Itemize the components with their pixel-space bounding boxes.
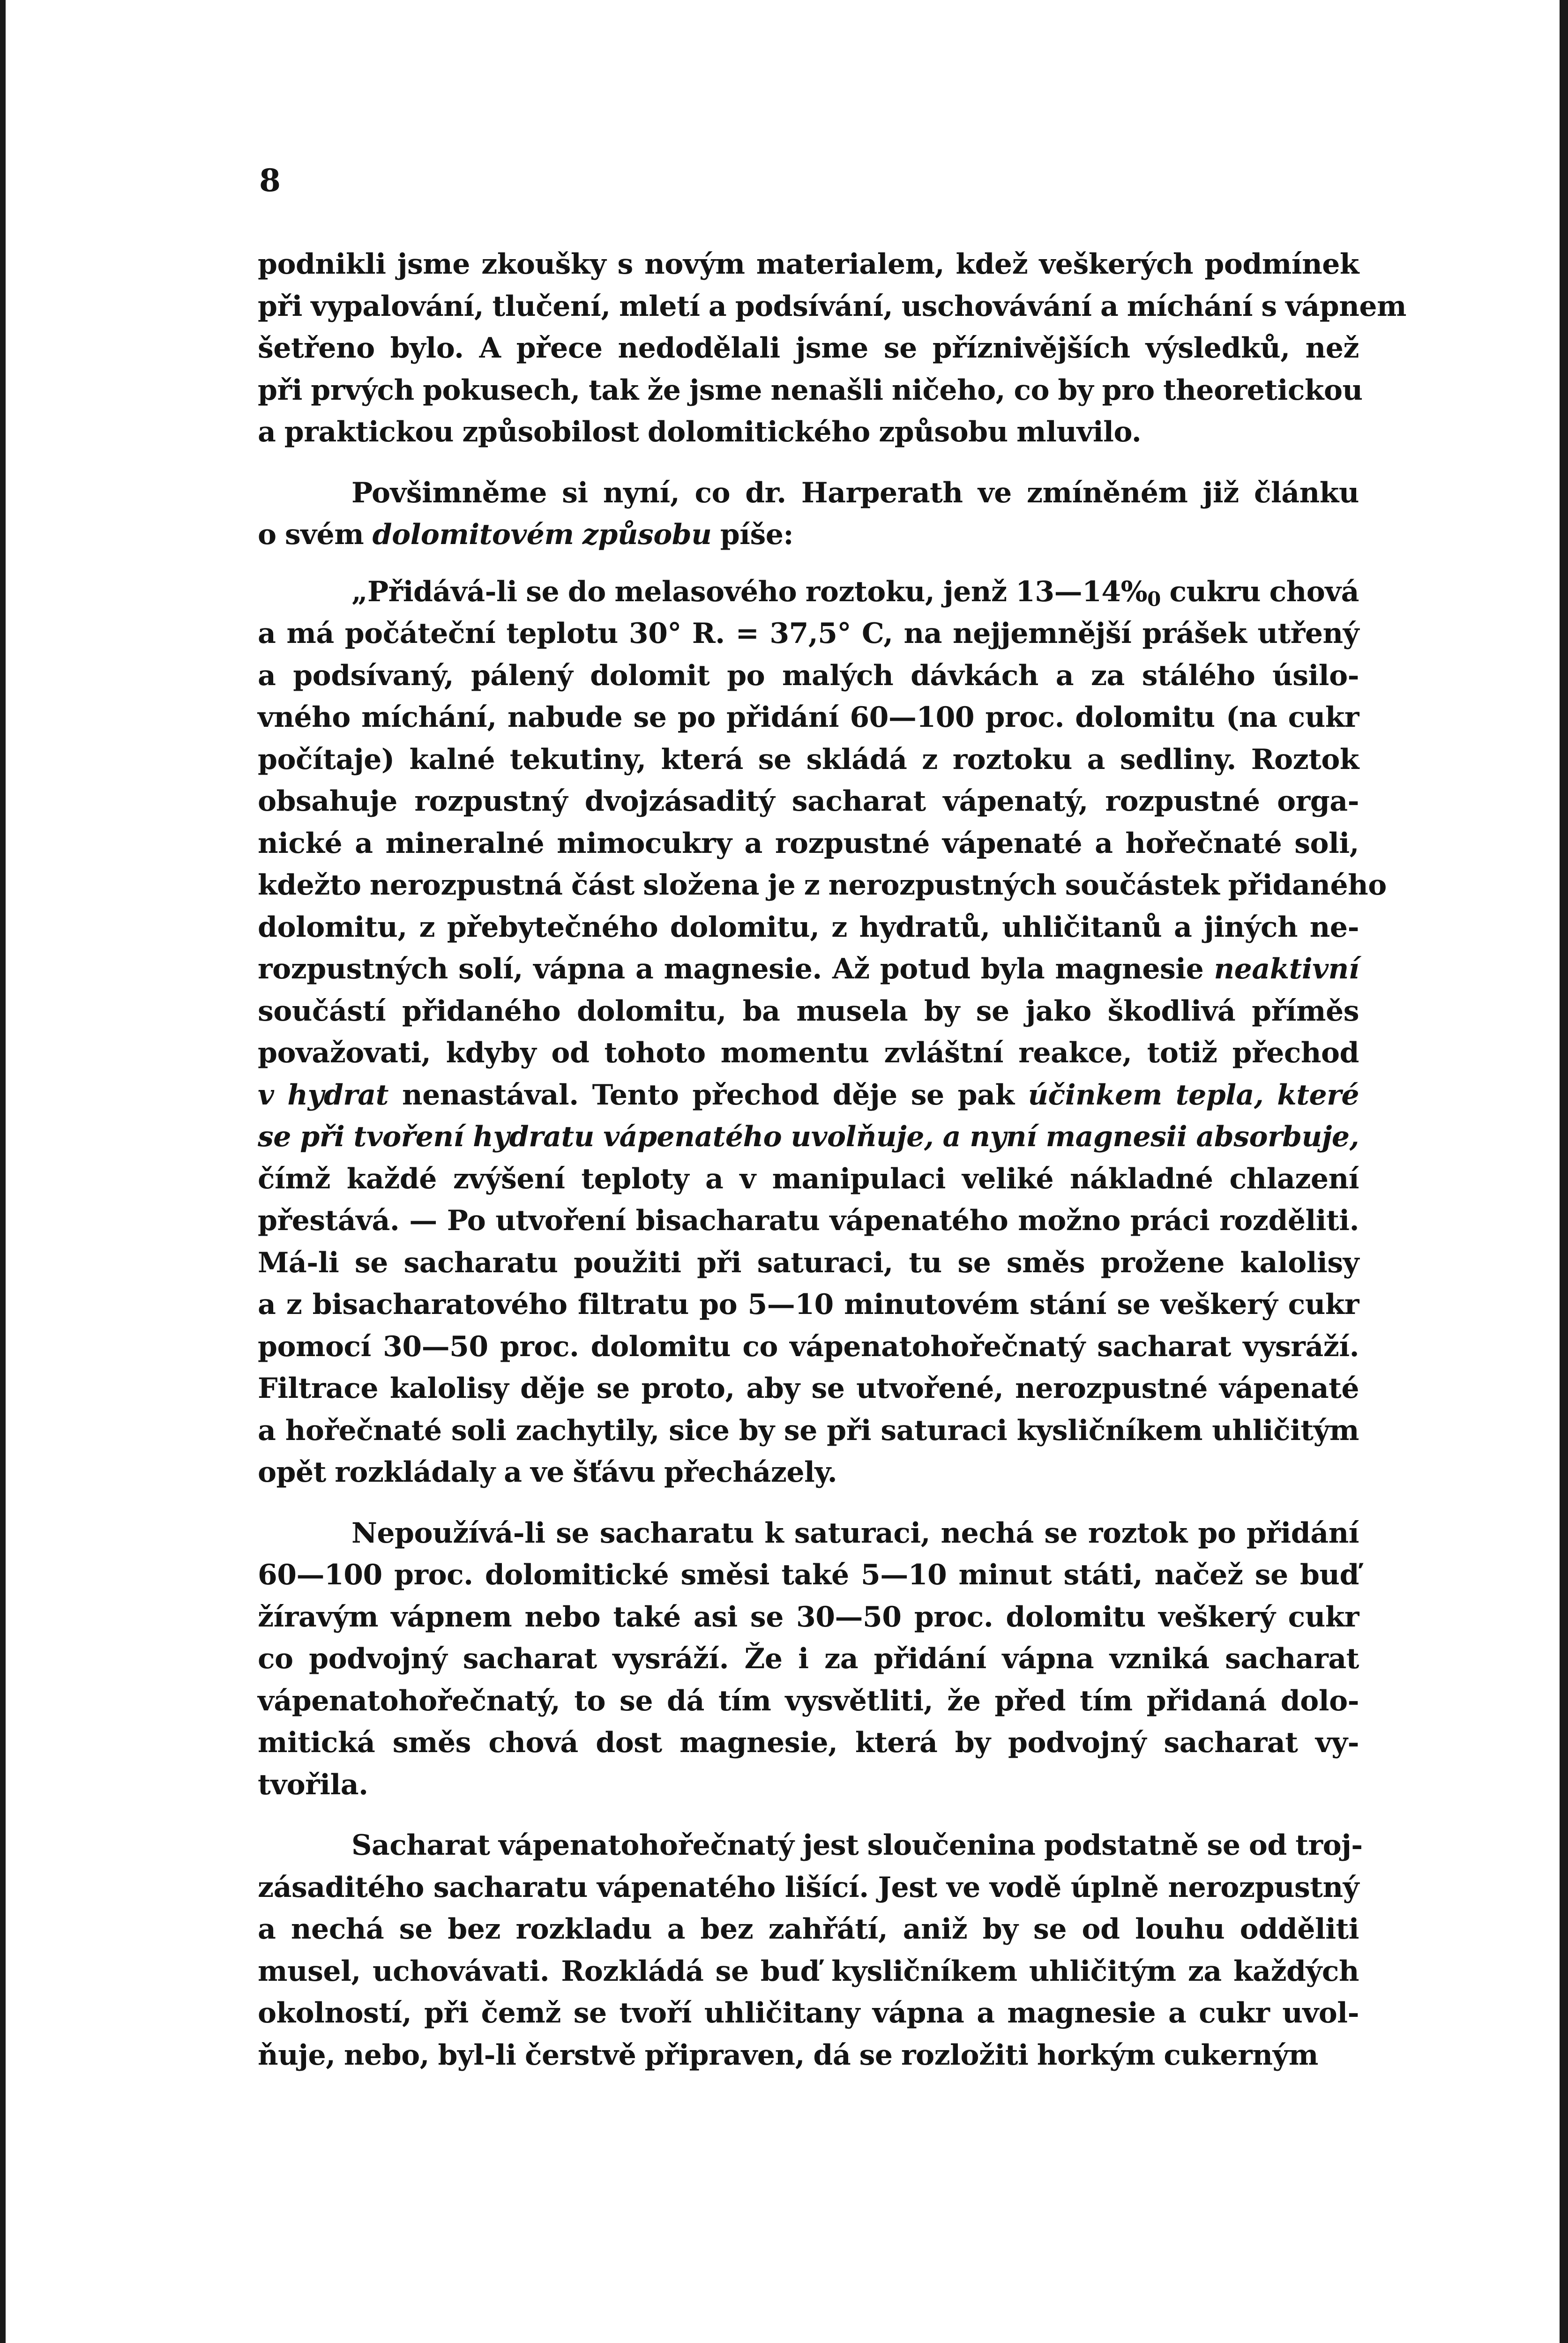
text-run: a podsívaný, pálený dolomit po malých dávkách a za stálého úsilo- (258, 659, 1359, 692)
text-line (258, 1452, 1359, 1494)
text-run: ňuje, nebo, byl-li čerstvě připraven, dá se rozložiti horkým cukerným (258, 2038, 1318, 2072)
text-run: vápenatohořečnatý, to se dá tím vysvětliti, že před tím přidaná dolo- (258, 1684, 1359, 1717)
text-run: čímž každé zvýšení teploty a v manipulaci veliké nákladné chlazení (258, 1162, 1359, 1195)
text-line (258, 1680, 1359, 1723)
text-line (258, 1158, 1359, 1201)
text-run: co podvojný sacharat vysráží. Že i za přidání vápna vzniká sacharat (258, 1642, 1359, 1675)
text-line (258, 1200, 1359, 1242)
text-run: vného míchání, nabude se po přidání 60—100 proc. dolomitu (na cukr (258, 701, 1359, 734)
text-line (258, 1597, 1359, 1639)
text-run: a má počáteční teplotu 30° R. = 37,5° C, na nejjemnější prášek utřený (258, 617, 1359, 650)
text-run: šetřeno bylo. A přece nedodělali jsme se příznivějších výsledků, než (258, 332, 1359, 365)
text-line (258, 514, 1359, 556)
text-run: podnikli jsme zkoušky s novým materialem, kdež veškerých podmínek (258, 248, 1359, 281)
text-line (258, 1284, 1359, 1326)
text-line (258, 1242, 1359, 1284)
text-run: při vypalování, tlučení, mletí a podsívání, uschovávání a míchání s vápnem (258, 290, 1407, 323)
text-run: pomocí 30—50 proc. dolomitu co vápenatohořečnatý sacharat vysráží. (258, 1330, 1359, 1363)
text-line (258, 1513, 1359, 1555)
scan-edge-left (0, 0, 6, 2343)
text-line (258, 613, 1359, 655)
text-run: přestává. — Po utvoření bisacharatu vápenatého možno práci rozděliti. (258, 1204, 1359, 1237)
paragraph-p1 (258, 244, 1407, 454)
text-run: počítaje) kalné tekutiny, která se skládá z roztoku a sedliny. Roztok (258, 743, 1359, 776)
text-line (258, 411, 1359, 454)
italic-text: neaktivní (1214, 953, 1359, 985)
italic-text: se při tvoření hydratu vápenatého uvolňuje, a nyní magnesii absorbuje, (258, 1120, 1359, 1153)
text-line (258, 948, 1359, 991)
text-run: opět rozkládaly a ve šťávu přecházely. (258, 1456, 837, 1489)
text-line (258, 571, 1359, 613)
italic-text: v hydrat (258, 1078, 388, 1112)
text-run: Má-li se sacharatu použiti při saturaci, tu se směs prožene kalolisy (258, 1246, 1359, 1279)
paragraph-p3 (258, 571, 1387, 1494)
paragraph-gap (258, 1806, 1359, 1825)
text-line (258, 991, 1359, 1033)
subscript-text: 0 (1147, 587, 1161, 611)
text-line (258, 907, 1359, 949)
text-line (258, 1638, 1359, 1680)
text-line (258, 328, 1359, 370)
text-run: musel, uchovávati. Rozkládá se buď kysličníkem uhličitým za každých (258, 1955, 1359, 1988)
text-run: součástí přidaného dolomitu, ba musela by se jako škodlivá příměs (258, 994, 1359, 1028)
text-run: píše: (711, 518, 794, 551)
text-run: považovati, kdyby od tohoto momentu zvláštní reakce, totiž přechod (258, 1037, 1359, 1069)
text-run: zásaditého sacharatu vápenatého lišící. Jest ve vodě úplně nerozpustný (258, 1871, 1359, 1904)
paragraph-p4 (258, 1513, 1359, 1806)
text-run: Sacharat vápenatohořečnatý jest sloučenina podstatně se od troj- (351, 1829, 1363, 1862)
text-line (258, 1825, 1363, 1867)
text-run: okolností, při čemž se tvoří uhličitany vápna a magnesie a cukr uvol- (258, 1997, 1359, 2030)
text-line (258, 1951, 1359, 1993)
text-line (258, 1867, 1359, 1909)
text-run: nické a mineralné mimocukry a rozpustné vápenaté a hořečnaté soli, (258, 827, 1359, 860)
text-run: tvořila. (258, 1768, 368, 1801)
text-line (258, 739, 1359, 781)
text-line (258, 286, 1407, 328)
paragraph-p5 (258, 1825, 1363, 2076)
text-run: Povšimněme si nyní, co dr. Harperath ve zmíněném již článku (351, 476, 1359, 509)
body-text (258, 244, 1407, 2076)
paragraph-gap (258, 454, 1359, 472)
text-run: Filtrace kalolisy děje se proto, aby se utvořené, nerozpustné vápenaté (258, 1372, 1359, 1405)
text-line (258, 1764, 1359, 1806)
text-line (258, 1074, 1359, 1117)
text-run: žíravým vápnem nebo také asi se 30—50 proc. dolomitu veškerý cukr (258, 1600, 1359, 1634)
page-number: 8 (259, 162, 281, 199)
text-line (258, 1554, 1359, 1597)
text-run: rozpustných solí, vápna a magnesie. Až potud byla magnesie (258, 953, 1214, 985)
text-run: Nepoužívá-li se sacharatu k saturaci, nechá se roztok po přidání (351, 1516, 1359, 1550)
text-line (258, 370, 1363, 412)
text-line (258, 1368, 1359, 1410)
text-line (258, 1909, 1359, 1951)
text-line (258, 823, 1359, 865)
text-run: obsahuje rozpustný dvojzásaditý sacharat vápenatý, rozpustné orga- (258, 785, 1359, 818)
text-line (258, 244, 1359, 286)
text-line (258, 865, 1387, 907)
text-run: „Přidává-li se do melasového roztoku, jenž 13—14% (351, 575, 1148, 608)
text-run: dolomitu, z přebytečného dolomitu, z hydratů, uhličitanů a jiných ne- (258, 910, 1359, 944)
text-line (258, 2035, 1359, 2077)
scan-edge-right (1560, 0, 1568, 2343)
text-line (258, 1326, 1359, 1368)
text-line (258, 781, 1359, 823)
text-line (258, 1032, 1359, 1074)
paragraph-gap (258, 556, 1359, 571)
text-line (258, 1992, 1359, 2035)
text-line (258, 1116, 1359, 1158)
text-line (258, 655, 1359, 697)
text-run: a nechá se bez rozkladu a bez zahřátí, aniž by se od louhu odděliti (258, 1913, 1359, 1946)
text-line (258, 697, 1359, 739)
text-run: o svém (258, 518, 373, 551)
text-line (258, 1722, 1359, 1764)
text-run: při prvých pokusech, tak že jsme nenašli ničeho, co by pro theoretickou (258, 373, 1363, 407)
text-run: 60—100 proc. dolomitické směsi také 5—10 minut státi, načež se buď (258, 1559, 1359, 1591)
text-run: a praktickou způsobilost dolomitického způsobu mluvilo. (258, 416, 1142, 448)
italic-text: dolomitovém způsobu (372, 518, 712, 551)
text-run: mitická směs chová dost magnesie, která by podvojný sacharat vy- (258, 1726, 1359, 1759)
text-line (258, 472, 1359, 515)
text-run: a hořečnaté soli zachytily, sice by se při saturaci kysličníkem uhličitým (258, 1414, 1359, 1447)
paragraph-gap (258, 1494, 1359, 1513)
text-run: kdežto nerozpustná část složena je z nerozpustných součástek přidaného (258, 869, 1387, 902)
italic-text: účinkem tepla, které (1028, 1078, 1359, 1112)
text-run: cukru chová (1160, 575, 1359, 608)
paragraph-p2 (258, 472, 1359, 556)
text-run: nenastával. Tento přechod děje se pak (388, 1078, 1028, 1112)
text-line (258, 1410, 1359, 1452)
text-run: a z bisacharatového filtratu po 5—10 minutovém stání se veškerý cukr (258, 1288, 1359, 1321)
